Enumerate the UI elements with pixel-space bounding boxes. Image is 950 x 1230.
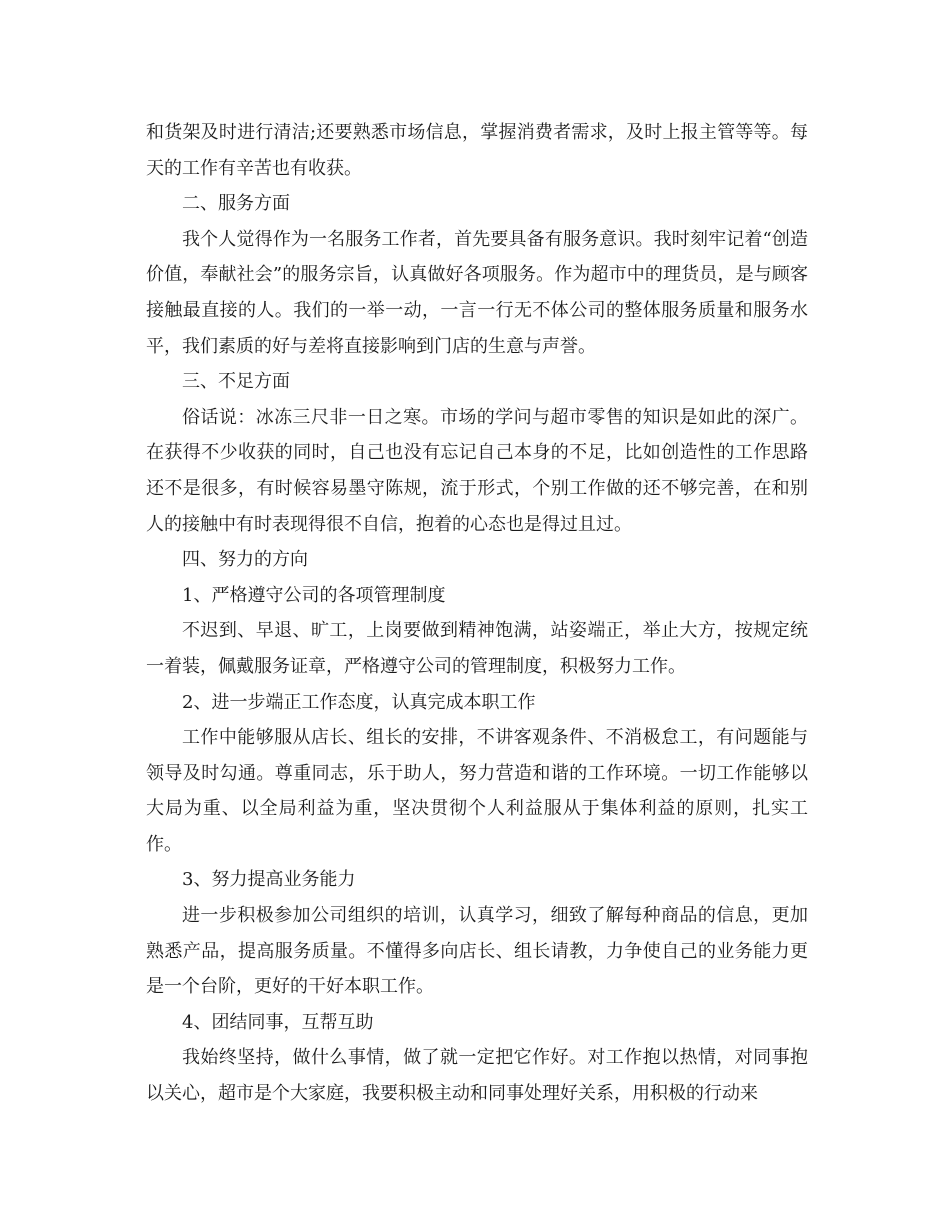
paragraph-teamwork: 我始终坚持，做什么事情，做了就一定把它作好。对工作抱以热情，对同事抱以关心，超市是个大家庭，我要积极主动和同事处理好关系，用积极的行动来 bbox=[146, 1047, 808, 1105]
section-heading-service: 二、服务方面 bbox=[182, 193, 290, 215]
paragraph-service: 我个人觉得作为一名服务工作者，首先要具备有服务意识。我时刻牢记着“创造价值，奉献社会”的服务宗旨，认真做好各项服务。作为超市中的理货员，是与顾客接触最直接的人。我们的一举一动，一言一行无不体公司的整体服务质量和服务水平，我们素质的好与差将直接影响到门店的生意与声誉。 bbox=[146, 228, 808, 357]
paragraph-rules: 不迟到、早退、旷工，上岗要做到精神饱满，站姿端正，举止大方，按规定统一着装，佩戴服务证章，严格遵守公司的管理制度，积极努力工作。 bbox=[146, 620, 808, 677]
section-heading-direction: 四、努力的方向 bbox=[182, 549, 308, 571]
paragraph-ability: 进一步积极参加公司组织的培训，认真学习，细致了解每种商品的信息，更加熟悉产品，提高服务质量。不懂得多向店长、组长请教，力争使自己的业务能力更是一个台阶，更好的干好本职工作。 bbox=[146, 905, 808, 998]
section-heading-shortcomings: 三、不足方面 bbox=[182, 371, 290, 393]
document-body bbox=[146, 115, 808, 1112]
paragraph-attitude: 工作中能够服从店长、组长的安排，不讲客观条件、不消极怠工，有问题能与领导及时勾通。尊重同志，乐于助人，努力营造和谐的工作环境。一切工作能够以大局为重、以全局利益为重，坚决贯彻个人利益服从于集体利益的原则，扎实工作。 bbox=[146, 727, 808, 855]
paragraph-shortcomings: 俗话说：冰冻三尺非一日之寒。市场的学问与超市零售的知识是如此的深广。在获得不少收获的同时，自己也没有忘记自己本身的不足，比如创造性的工作思路还不是很多，有时候容易墨守陈规，流于形式，个别工作做的还不够完善，在和别人的接触中有时表现得很不自信，抱着的心态也是得过且过。 bbox=[146, 406, 808, 535]
subheading-attitude: 2、进一步端正工作态度，认真完成本职工作 bbox=[182, 691, 536, 713]
subheading-rules: 1、严格遵守公司的各项管理制度 bbox=[182, 584, 446, 606]
subheading-teamwork: 4、团结同事，互帮互助 bbox=[182, 1011, 374, 1033]
paragraph-continuation: 和货架及时进行清洁;还要熟悉市场信息，掌握消费者需求，及时上报主管等等。每天的工作有辛苦也有收获。 bbox=[146, 122, 808, 179]
subheading-ability: 3、努力提高业务能力 bbox=[182, 869, 356, 891]
